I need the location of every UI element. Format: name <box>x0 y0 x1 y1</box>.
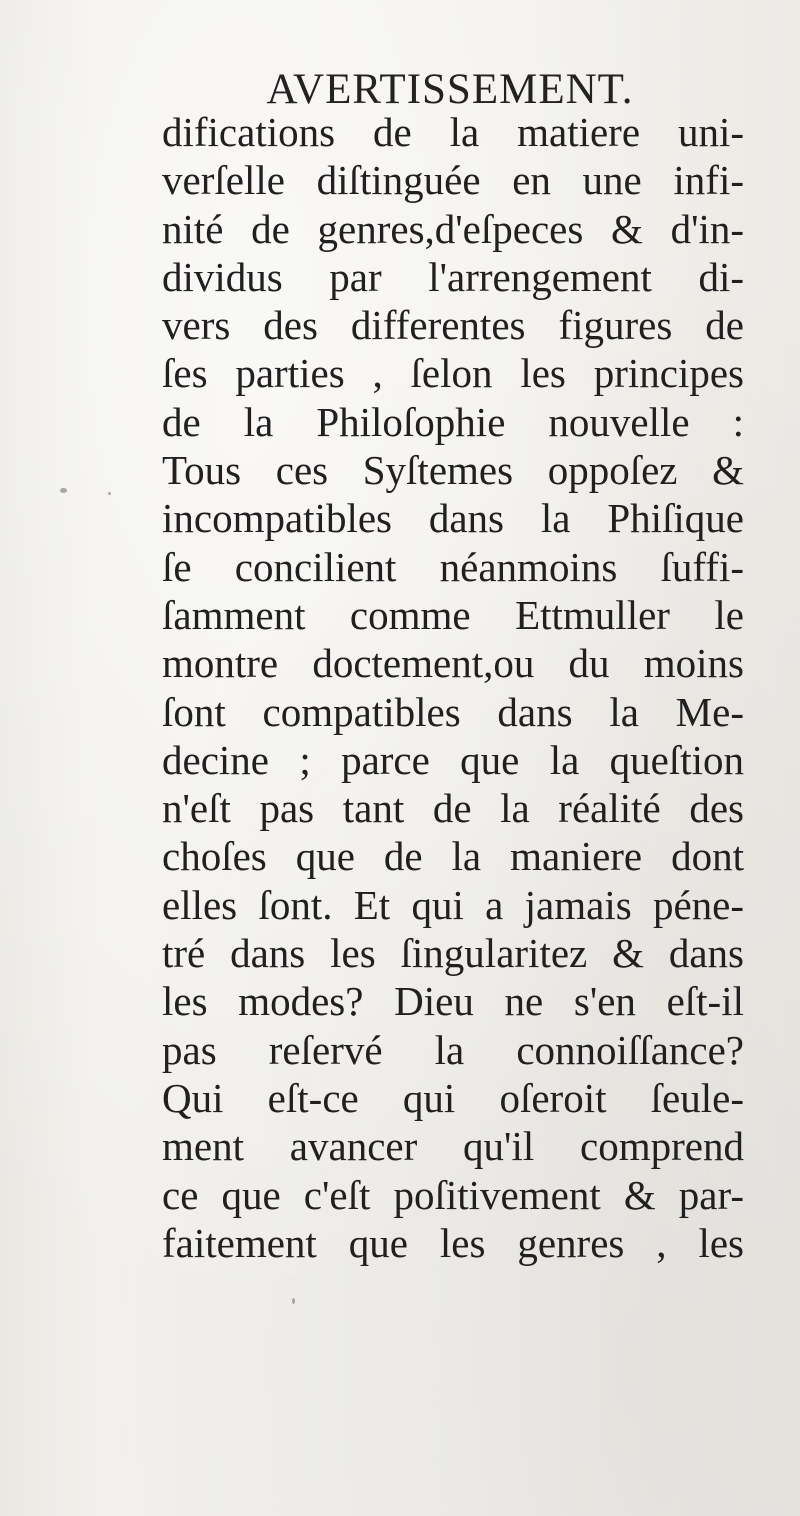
text-line: difications de la matiere uni- <box>162 109 744 155</box>
text-line: dividus par l'arrengement di- <box>162 253 744 300</box>
text-line: incompatibles dans la Phiſique <box>162 495 744 542</box>
text-line: ment avancer qu'il comprend <box>162 1123 744 1170</box>
text-line: elles ſont. Et qui a jamais péne- <box>162 881 744 928</box>
text-line: faitement que les genres , les <box>162 1219 744 1266</box>
text-line: ſe concilient néanmoins ſuffi- <box>162 543 744 590</box>
text-line: les modes? Dieu ne s'en eſt-il <box>162 978 744 1025</box>
paper-speck <box>60 488 67 493</box>
text-line: verſelle diſtinguée en une infi- <box>162 157 744 204</box>
text-line: Qui eſt-ce qui oſeroit ſeule- <box>162 1074 744 1121</box>
text-line: decine ; parce que la queſtion <box>162 736 744 783</box>
text-line: tré dans les ſingularitez & dans <box>162 930 744 977</box>
text-line: nité de genres,d'eſpeces & d'in- <box>162 205 744 252</box>
text-line: Tous ces Syſtemes oppoſez & <box>162 447 744 494</box>
running-header: AVERTISSEMENT. <box>266 66 634 113</box>
text-line: ſes parties , ſelon les principes <box>162 350 744 397</box>
paper-speck <box>292 1298 295 1304</box>
text-line: montre doctement,ou du moins <box>162 640 744 687</box>
body-text <box>162 108 744 1267</box>
text-line: pas reſervé la connoiſſance? <box>162 1026 744 1073</box>
text-line: ſont compatibles dans la Me- <box>162 688 744 735</box>
text-line: vers des differentes figures de <box>162 302 744 349</box>
text-line: ſamment comme Ettmuller le <box>162 591 744 638</box>
text-line: n'eſt pas tant de la réalité des <box>162 785 744 832</box>
paper-speck <box>108 492 111 495</box>
text-line: de la Philoſophie nouvelle : <box>162 398 744 445</box>
text-line: ce que c'eſt poſitivement & par- <box>162 1171 744 1218</box>
text-line: choſes que de la maniere dont <box>162 833 744 880</box>
